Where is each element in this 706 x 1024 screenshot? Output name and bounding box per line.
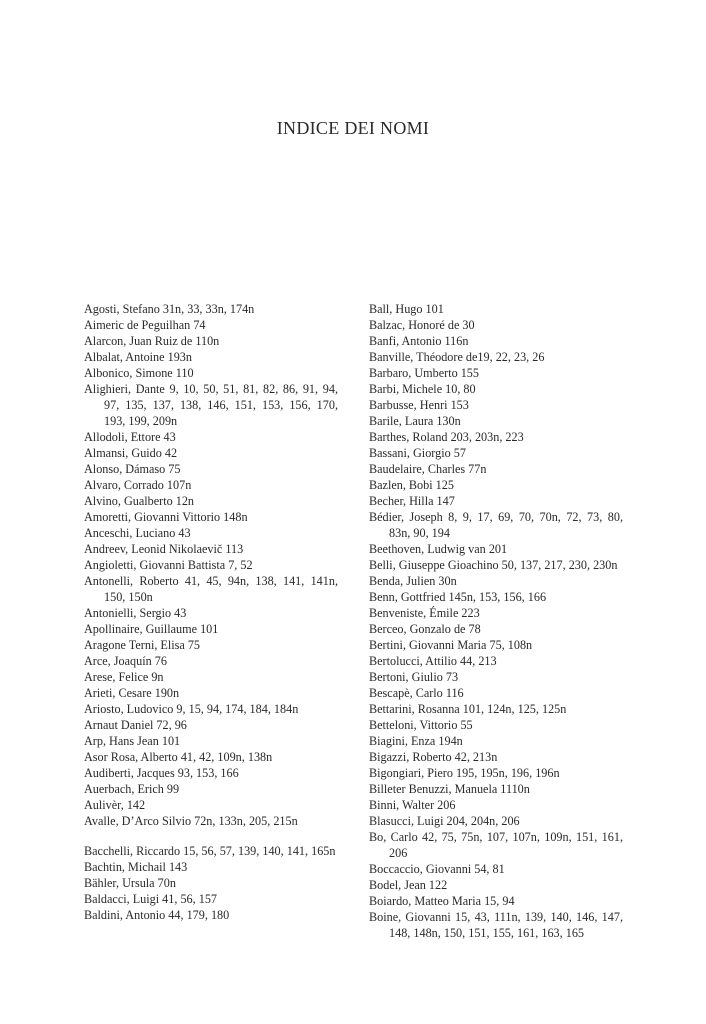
index-entry: Biagini, Enza 194n	[369, 734, 463, 748]
page-title: INDICE DEI NOMI	[276, 118, 430, 138]
index-entry: Bachtin, Michail 143	[84, 860, 188, 874]
index-entry: Audiberti, Jacques 93, 153, 166	[84, 766, 239, 780]
index-entry: Alvaro, Corrado 107n	[84, 478, 192, 492]
index-entry: Belli, Giuseppe Gioachino 50, 137, 217, 230, 230n	[369, 558, 618, 572]
index-entry: Banfi, Antonio 116n	[369, 334, 469, 348]
index-entry: Beethoven, Ludwig van 201	[369, 542, 508, 556]
index-entry: Almansi, Guido 42	[84, 446, 178, 460]
index-entry: Baudelaire, Charles 77n	[369, 462, 487, 476]
index-entry: Antonielli, Sergio 43	[84, 606, 187, 620]
index-entry: Ariosto, Ludovico 9, 15, 94, 174, 184, 184n	[84, 702, 299, 716]
index-entry: Berceo, Gonzalo de 78	[369, 622, 481, 636]
index-entry: Auerbach, Erich 99	[84, 782, 180, 796]
index-entry: Barbi, Michele 10, 80	[369, 382, 476, 396]
index-entry: Bigongiari, Piero 195, 195n, 196, 196n	[369, 766, 560, 780]
index-entry: Becher, Hilla 147	[369, 494, 455, 508]
index-entry: Balzac, Honoré de 30	[369, 318, 475, 332]
index-entry: Aragone Terni, Elisa 75	[84, 638, 201, 652]
index-entry: Antonelli, Roberto 41, 45, 94n, 138, 141, 141n, 150, 150n	[84, 574, 338, 604]
index-entry: Bertini, Giovanni Maria 75, 108n	[369, 638, 533, 652]
index-entry: Arce, Joaquín 76	[84, 654, 167, 668]
index-entry: Avalle, D’Arco Silvio 72n, 133n, 205, 215n	[84, 814, 298, 828]
index-entry: Bazlen, Bobi 125	[369, 478, 454, 492]
index-entry: Arp, Hans Jean 101	[84, 734, 181, 748]
index-entry: Barthes, Roland 203, 203n, 223	[369, 430, 524, 444]
index-entry: Boiardo, Matteo Maria 15, 94	[369, 894, 515, 908]
index-entry: Amoretti, Giovanni Vittorio 148n	[84, 510, 248, 524]
index-entry: Arese, Felice 9n	[84, 670, 164, 684]
index-entry: Blasucci, Luigi 204, 204n, 206	[369, 814, 520, 828]
index-entry: Allodoli, Ettore 43	[84, 430, 176, 444]
index-entry: Andreev, Leonid Nikolaevič 113	[84, 542, 244, 556]
index-entry: Aulivèr, 142	[84, 798, 146, 812]
index-entry: Banville, Théodore de19, 22, 23, 26	[369, 350, 545, 364]
index-entry: Boine, Giovanni 15, 43, 111n, 139, 140, 146, 147, 148, 148n, 150, 151, 155, 161, 163, 165	[369, 910, 623, 940]
index-column-right	[369, 301, 623, 941]
index-entry: Bescapè, Carlo 116	[369, 686, 464, 700]
index-entry: Alighieri, Dante 9, 10, 50, 51, 81, 82, 86, 91, 94, 97, 135, 137, 138, 146, 151, 153, 156, 170, 193, 199, 209n	[84, 382, 338, 428]
index-entry: Baldini, Antonio 44, 179, 180	[84, 908, 230, 922]
index-entry: Angioletti, Giovanni Battista 7, 52	[84, 558, 253, 572]
index-entry: Anceschi, Luciano 43	[84, 526, 191, 540]
index-entry: Barbaro, Umberto 155	[369, 366, 479, 380]
index-entry: Bähler, Ursula 70n	[84, 876, 176, 890]
index-entry: Alarcon, Juan Ruiz de 110n	[84, 334, 220, 348]
index-entry: Alonso, Dámaso 75	[84, 462, 181, 476]
index-entry: Bertolucci, Attilio 44, 213	[369, 654, 497, 668]
index-entry: Barile, Laura 130n	[369, 414, 461, 428]
index-entry: Bertoni, Giulio 73	[369, 670, 459, 684]
index-entry: Bodel, Jean 122	[369, 878, 448, 892]
index-entry: Ball, Hugo 101	[369, 302, 444, 316]
index-entry: Billeter Benuzzi, Manuela 1110n	[369, 782, 530, 796]
index-entry: Bédier, Joseph 8, 9, 17, 69, 70, 70n, 72, 73, 80, 83n, 90, 194	[369, 510, 623, 540]
index-entry: Baldacci, Luigi 41, 56, 157	[84, 892, 218, 906]
letter-group-separator	[84, 829, 338, 843]
index-entry: Arieti, Cesare 190n	[84, 686, 180, 700]
index-entry: Boccaccio, Giovanni 54, 81	[369, 862, 505, 876]
index-entry: Bettarini, Rosanna 101, 124n, 125, 125n	[369, 702, 567, 716]
index-entry: Arnaut Daniel 72, 96	[84, 718, 187, 732]
index-column-left	[84, 301, 338, 923]
index-entry: Barbusse, Henri 153	[369, 398, 469, 412]
index-entry: Binni, Walter 206	[369, 798, 456, 812]
index-entry: Alvino, Gualberto 12n	[84, 494, 195, 508]
index-entry: Albalat, Antoine 193n	[84, 350, 192, 364]
index-entry: Bo, Carlo 42, 75, 75n, 107, 107n, 109n, 151, 161, 206	[369, 830, 623, 860]
index-entry: Betteloni, Vittorio 55	[369, 718, 473, 732]
index-entry: Benn, Gottfried 145n, 153, 156, 166	[369, 590, 547, 604]
index-entry: Bacchelli, Riccardo 15, 56, 57, 139, 140, 141, 165n	[84, 844, 336, 858]
index-entry: Asor Rosa, Alberto 41, 42, 109n, 138n	[84, 750, 273, 764]
index-entry: Bassani, Giorgio 57	[369, 446, 466, 460]
index-entry: Apollinaire, Guillaume 101	[84, 622, 219, 636]
index-entry: Albonico, Simone 110	[84, 366, 194, 380]
index-entry: Agosti, Stefano 31n, 33, 33n, 174n	[84, 302, 255, 316]
index-entry: Bigazzi, Roberto 42, 213n	[369, 750, 498, 764]
index-entry: Benda, Julien 30n	[369, 574, 457, 588]
index-entry: Benveniste, Émile 223	[369, 606, 480, 620]
index-entry: Aimeric de Peguilhan 74	[84, 318, 206, 332]
